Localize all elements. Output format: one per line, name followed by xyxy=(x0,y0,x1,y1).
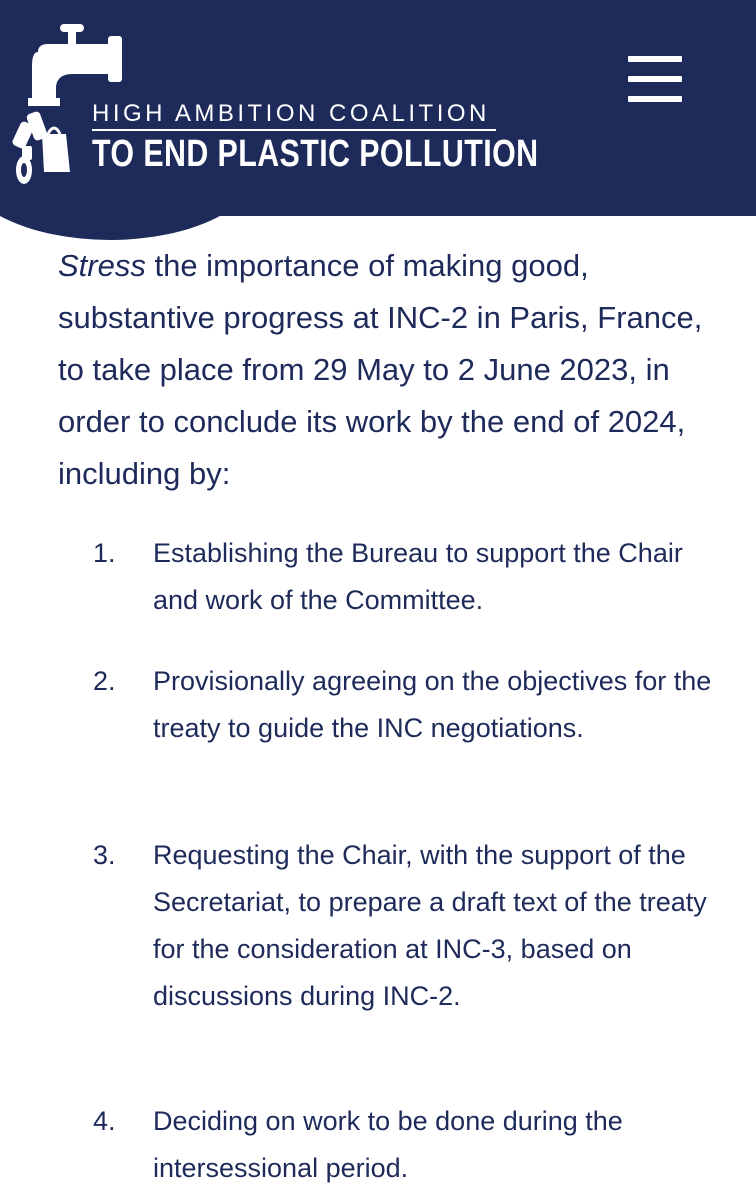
list-item-number: 1. xyxy=(93,538,116,568)
list-item-text: Requesting the Chair, with the support of the Secretariat, to prepare a draft text of the treaty for the consideration at INC-3, based on discussions during INC-2. xyxy=(153,840,707,1011)
logo-divider xyxy=(92,129,496,131)
intro-text: the importance of making good, substantive progress at INC-2 in Paris, France, to take place from 29 May to 2 June 2023, in order to conclude its work by the end of 2024, including by: xyxy=(58,248,703,491)
menu-bar-middle xyxy=(628,76,682,82)
intro-paragraph xyxy=(58,240,708,500)
list-item-text: Establishing the Bureau to support the Chair and work of the Committee. xyxy=(153,538,683,615)
list-item-number: 3. xyxy=(93,840,116,870)
list-item-number: 4. xyxy=(93,1106,116,1136)
site-header xyxy=(0,0,756,216)
intro-emphasis: Stress xyxy=(58,248,146,283)
logo-title-bottom: TO END PLASTIC POLLUTION xyxy=(92,133,539,175)
list-item-number: 2. xyxy=(93,666,116,696)
menu-bar-bottom xyxy=(628,96,682,102)
logo-title-top: HIGH AMBITION COALITION xyxy=(92,100,490,127)
list-item-text: Deciding on work to be done during the intersessional period. xyxy=(153,1106,623,1183)
list-item-text: Provisionally agreeing on the objectives for the treaty to guide the INC negotiations. xyxy=(153,666,712,743)
hamburger-menu-icon[interactable] xyxy=(622,52,686,106)
menu-bar-top xyxy=(628,56,682,62)
